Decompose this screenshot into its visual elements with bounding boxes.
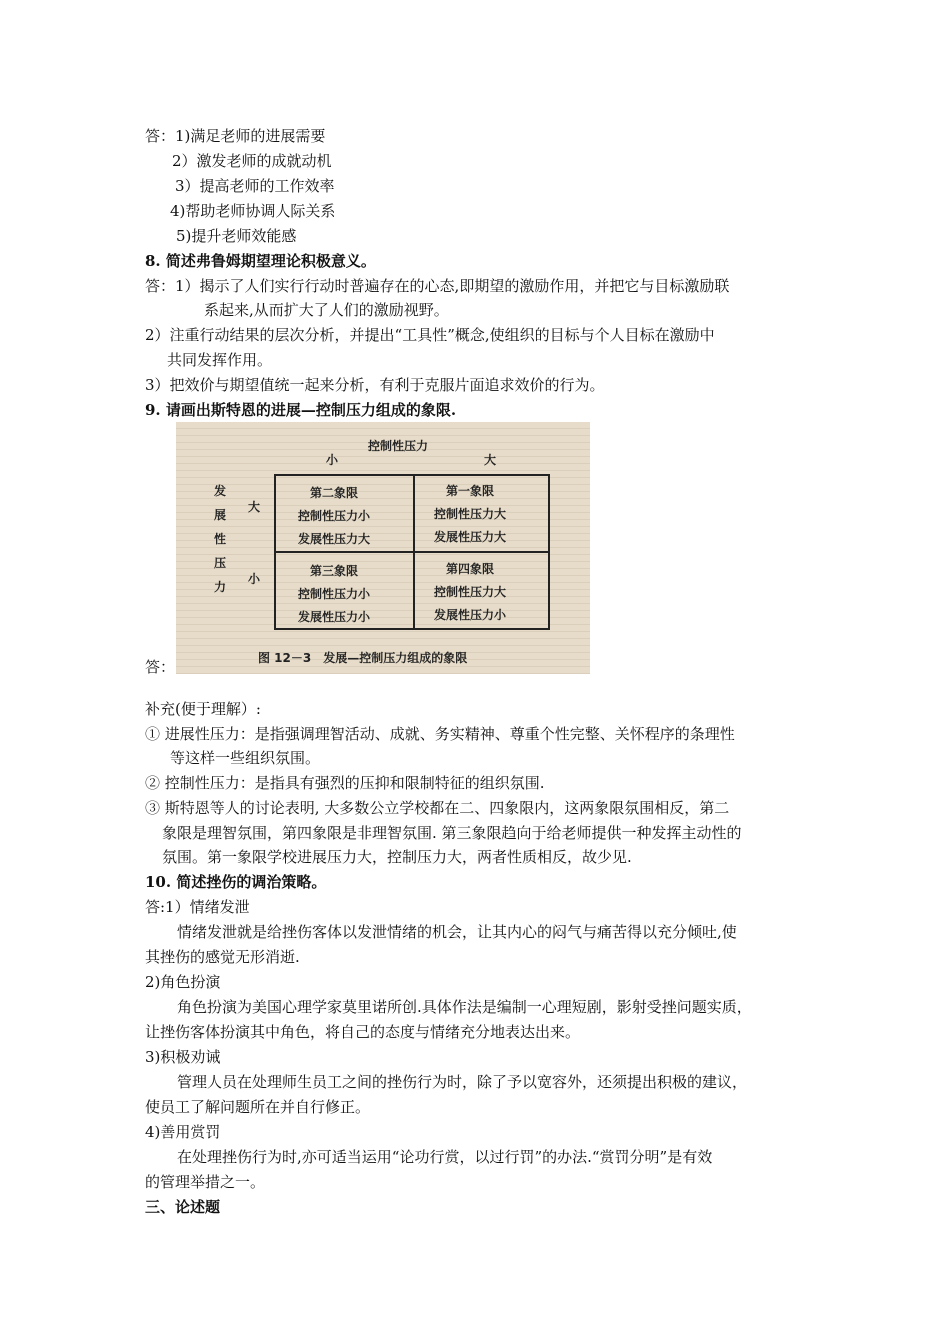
answer-line: 其挫伤的感觉无形消逝. <box>145 948 300 966</box>
supplement-line: 象限是理智氛围，第四象限是非理智氛围. 第三象限趋向于给老师提供一种发挥主动性的 <box>162 824 742 842</box>
answer-line: 3)积极劝诫 <box>145 1048 221 1066</box>
supplement-line: 氛围。第一象限学校进展压力大，控制压力大，两者性质相反，故少见. <box>162 848 632 866</box>
quadrant-2-line: 发展性压力大 <box>298 532 371 546</box>
quadrant-4-title: 第四象限 <box>446 562 495 576</box>
question-heading-8: 8. 简述弗鲁姆期望理论积极意义。 <box>145 252 376 270</box>
dev-big-label: 大 <box>248 500 261 514</box>
control-small-label: 小 <box>326 453 339 467</box>
control-pressure-title: 控制性压力 <box>368 439 429 453</box>
question-heading-10: 10. 简述挫伤的调治策略。 <box>145 873 327 891</box>
dev-pressure-label-char: 力 <box>214 580 227 594</box>
quadrant-1-title: 第一象限 <box>446 484 495 498</box>
answer-line: 在处理挫伤行为时,亦可适当运用“论功行赏，以过行罚”的办法.“赏罚分明”是有效 <box>177 1148 713 1166</box>
section-heading-3: 三、论述题 <box>145 1198 221 1216</box>
dev-pressure-label-char: 压 <box>214 556 227 570</box>
answer-line: 2)角色扮演 <box>145 973 221 991</box>
quadrant-2-title: 第二象限 <box>310 486 359 500</box>
quadrant-3-line: 控制性压力小 <box>298 587 371 601</box>
answer-line: 答:1）情绪发泄 <box>145 898 250 916</box>
supplement-heading: 补充(便于理解）: <box>145 700 261 718</box>
dev-pressure-label-char: 性 <box>214 532 227 546</box>
quadrant-1-line: 发展性压力大 <box>434 530 507 544</box>
answer-line: 情绪发泄就是给挫伤客体以发泄情绪的机会，让其内心的闷气与痛苦得以充分倾吐,使 <box>177 923 737 941</box>
quadrant-4-line: 控制性压力大 <box>434 585 507 599</box>
answer-line: 的管理举措之一。 <box>145 1173 266 1191</box>
answer-line: 系起来,从而扩大了人们的激励视野。 <box>204 301 449 319</box>
quadrant-figure <box>176 422 590 674</box>
answer-line: 3）提高老师的工作效率 <box>175 177 335 195</box>
supplement-line: ① 进展性压力：是指强调理智活动、成就、务实精神、尊重个性完整、关怀程序的条理性 <box>145 725 735 743</box>
answer-line: 2）注重行动结果的层次分析，并提出“工具性”概念,使组织的目标与个人目标在激励中 <box>145 326 715 344</box>
figure-caption: 图 12－3 发展—控制压力组成的象限 <box>258 651 468 665</box>
dev-pressure-label-char: 发 <box>214 484 227 498</box>
answer-line: 使员工了解问题所在并自行修正。 <box>145 1098 371 1116</box>
control-big-label: 大 <box>484 453 497 467</box>
quadrant-2-line: 控制性压力小 <box>298 509 371 523</box>
quadrant-3-line: 发展性压力小 <box>298 610 371 624</box>
answer-line: 答：1)满足老师的进展需要 <box>145 127 326 145</box>
answer-line: 3）把效价与期望值统一起来分析，有利于克服片面追求效价的行为。 <box>145 376 605 394</box>
grid-horizontal-divider <box>274 551 550 553</box>
answer-line: 2）激发老师的成就动机 <box>172 152 332 170</box>
answer-line: 4)善用赏罚 <box>145 1123 221 1141</box>
quadrant-1-line: 控制性压力大 <box>434 507 507 521</box>
answer-line: 让挫伤客体扮演其中角色，将自己的态度与情绪充分地表达出来。 <box>145 1023 581 1041</box>
dev-small-label: 小 <box>248 572 261 586</box>
answer-line: 角色扮演为美国心理学家莫里诺所创.具体作法是编制一心理短剧，影射受挫问题实质， <box>177 998 752 1016</box>
answer-line: 答：1）揭示了人们实行行动时普遍存在的心态,即期望的激励作用，并把它与目标激励联 <box>145 277 730 295</box>
supplement-line: ③ 斯特恩等人的讨论表明, 大多数公立学校都在二、四象限内，这两象限氛围相反，第二 <box>145 799 730 817</box>
answer-line: 5)提升老师效能感 <box>176 227 297 245</box>
answer-line: 管理人员在处理师生员工之间的挫伤行为时，除了予以宽容外，还须提出积极的建议， <box>177 1073 748 1091</box>
answer-label: 答： <box>145 658 176 676</box>
supplement-line: 等这样一些组织氛围。 <box>170 749 321 767</box>
answer-line: 4)帮助老师协调人际关系 <box>170 202 336 220</box>
quadrant-4-line: 发展性压力小 <box>434 608 507 622</box>
dev-pressure-label-char: 展 <box>214 508 227 522</box>
answer-line: 共同发挥作用。 <box>167 351 273 369</box>
question-heading-9: 9. 请画出斯特恩的进展—控制压力组成的象限. <box>145 401 457 419</box>
quadrant-3-title: 第三象限 <box>310 564 359 578</box>
supplement-line: ② 控制性压力：是指具有强烈的压抑和限制特征的组织氛围. <box>145 774 545 792</box>
